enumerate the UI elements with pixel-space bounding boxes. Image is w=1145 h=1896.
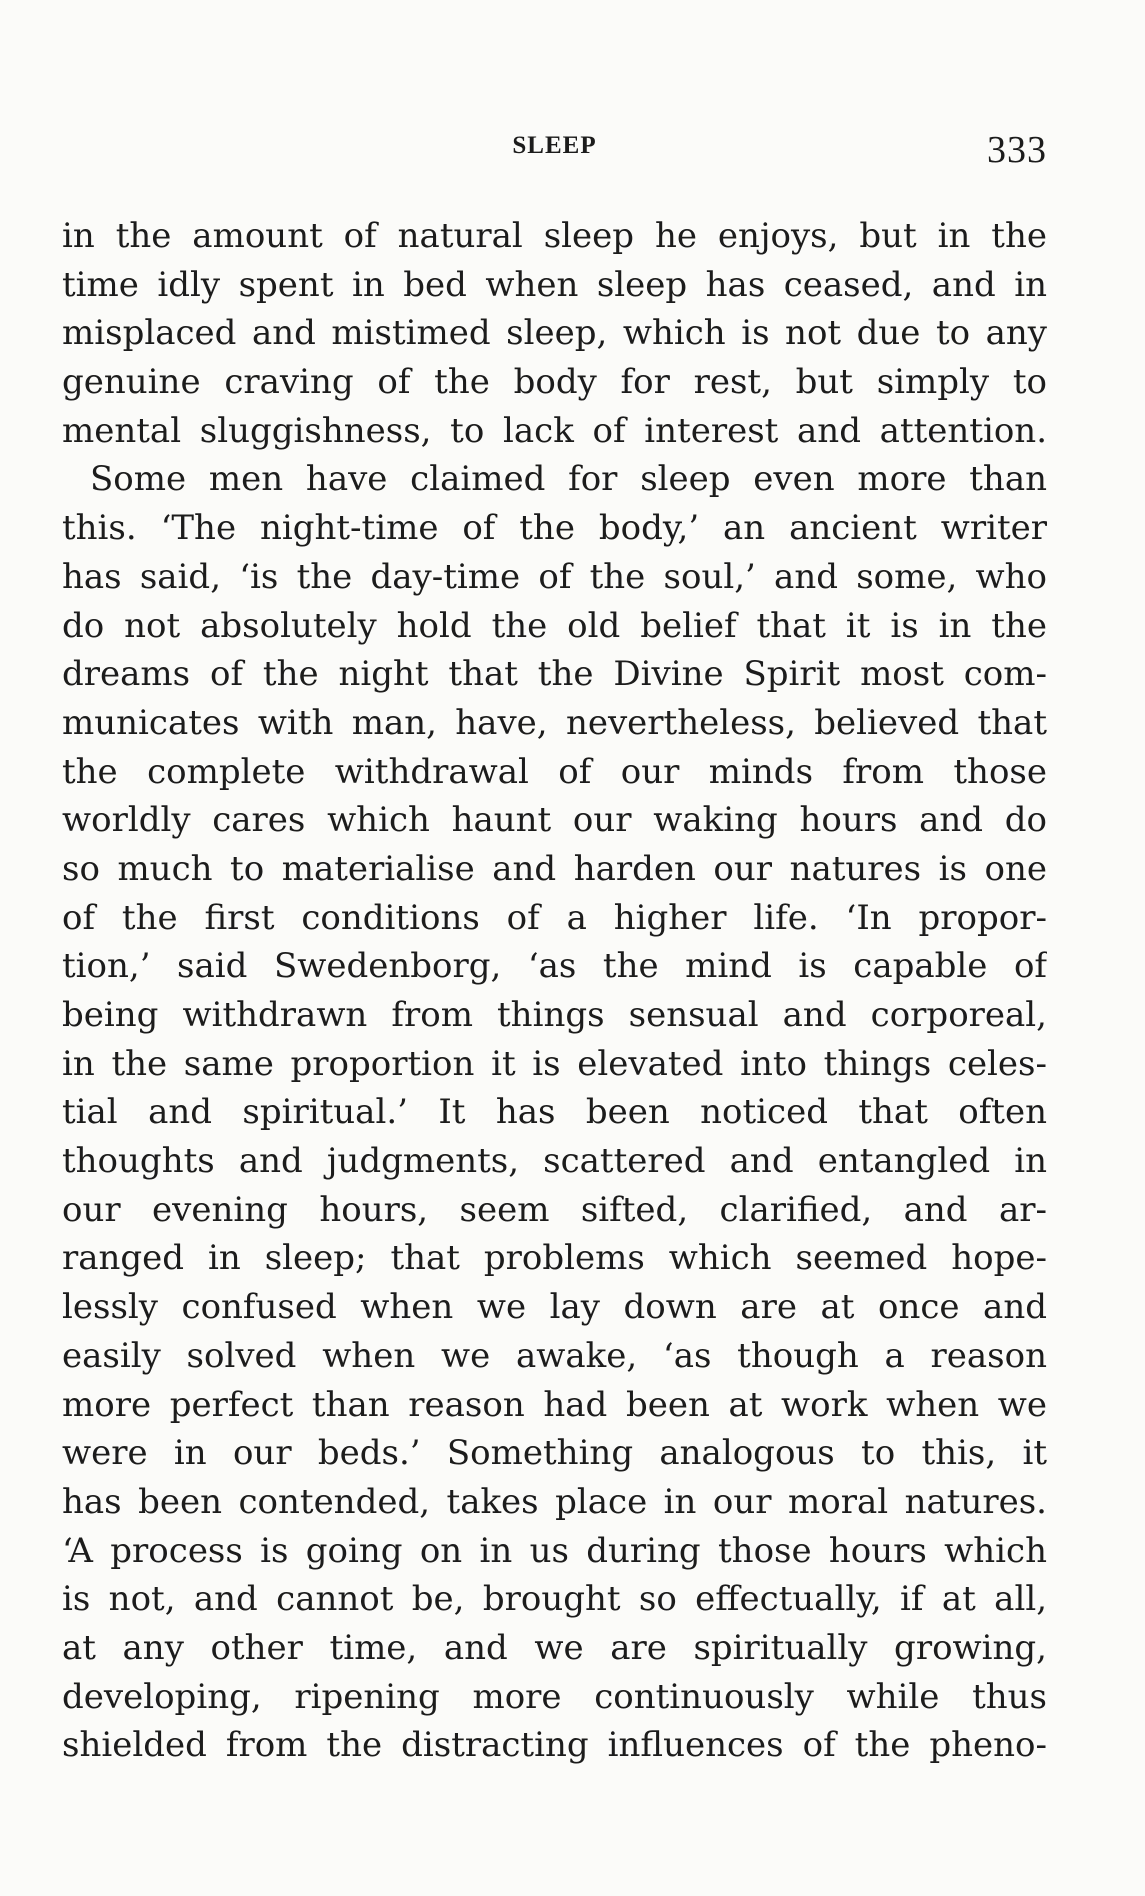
running-title: SLEEP [512,132,597,159]
text-line: ‘A process is going on in us during those hours which [62,1530,1047,1571]
text-line: our evening hours, seem sifted, clarified, and ar- [62,1189,1047,1230]
text-line: being withdrawn from things sensual and corporeal, [62,995,1047,1035]
text-line: of the first conditions of a higher life. ‘In propor- [62,897,1047,938]
text-line: genuine craving of the body for rest, but simply to [62,362,1047,403]
text-line: do not absolutely hold the old belief that it is in the [62,605,1047,646]
text-line: lessly confused when we lay down are at once and [62,1287,1047,1328]
text-line: the complete withdrawal of our minds from those [62,751,1047,792]
text-line: in the amount of natural sleep he enjoys, but in the [62,216,1047,256]
running-head [62,128,1047,178]
text-line: Some men have claimed for sleep even more than [90,459,1047,500]
text-line: municates with man, have, nevertheless, believed that [62,702,1047,743]
text-line: this. ‘The night-time of the body,’ an ancient writer [62,508,1047,549]
text-line: ranged in sleep; that problems which seemed hope- [62,1238,1047,1279]
body-text [62,212,1047,1770]
text-line: more perfect than reason had been at work when we [62,1384,1047,1425]
text-line: in the same proportion it is elevated into things celes- [62,1043,1047,1084]
text-line: easily solved when we awake, ‘as though a reason [62,1335,1047,1376]
text-line: so much to materialise and harden our natures is one [62,848,1047,889]
text-line: time idly spent in bed when sleep has ceased, and in [62,264,1047,305]
text-line: has been contended, takes place in our moral natures. [62,1481,1047,1522]
text-line: thoughts and judgments, scattered and entangled in [62,1141,1047,1182]
text-line: worldly cares which haunt our waking hours and do [62,800,1047,841]
text-line: mental sluggishness, to lack of interest and attention. [62,410,1047,451]
text-line: shielded from the distracting influences of the pheno- [62,1725,1047,1766]
text-line: tial and spiritual.’ It has been noticed that often [62,1092,1047,1133]
text-line: misplaced and mistimed sleep, which is not due to any [62,313,1047,354]
text-line: at any other time, and we are spiritually growing, [62,1627,1047,1668]
text-line: dreams of the night that the Divine Spirit most com- [62,654,1047,695]
text-line: developing, ripening more continuously while thus [62,1676,1047,1717]
page-number: 333 [987,129,1047,171]
text-line: were in our beds.’ Something analogous to this, it [62,1433,1047,1474]
text-line: has said, ‘is the day-time of the soul,’ and some, who [62,556,1047,597]
text-line: is not, and cannot be, brought so effectually, if at all, [62,1579,1047,1620]
text-line: tion,’ said Swedenborg, ‘as the mind is capable of [62,946,1047,987]
